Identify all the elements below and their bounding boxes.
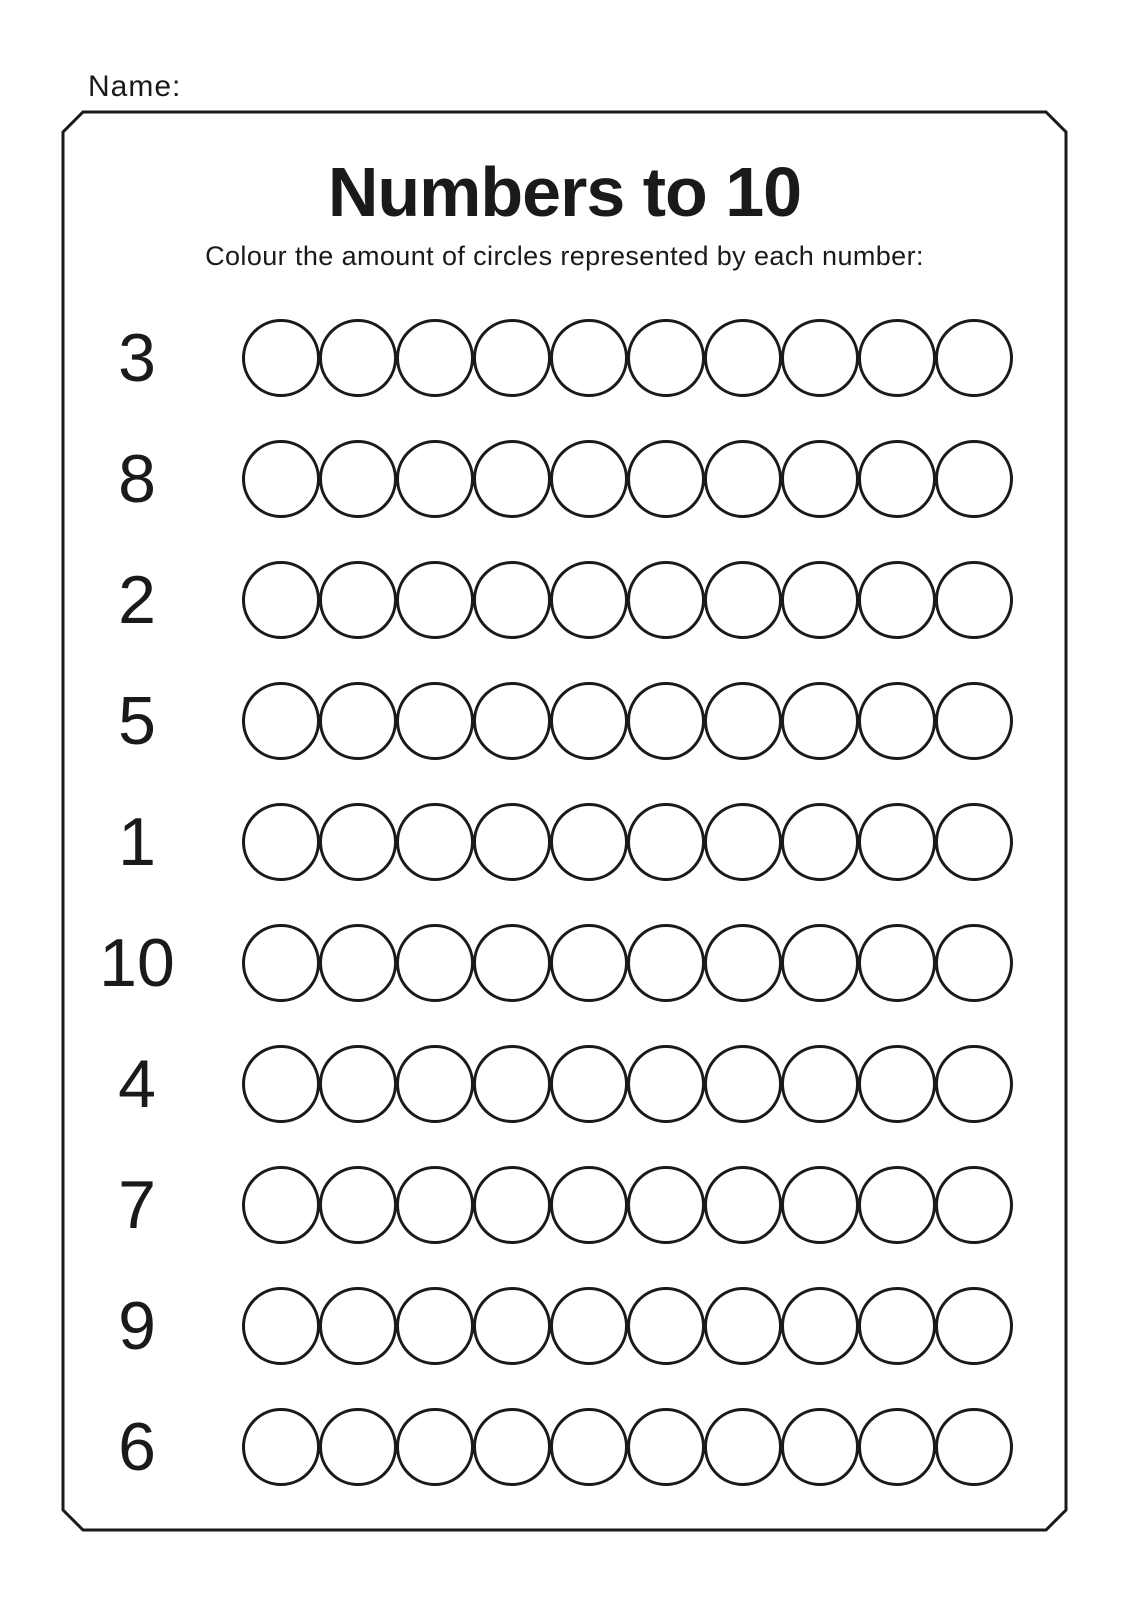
colour-circle [704,924,782,1002]
colour-circle [319,682,397,760]
colour-circle [319,1045,397,1123]
colour-circle [550,319,628,397]
colour-circle [935,1408,1013,1486]
number-row [0,1144,1131,1265]
colour-circle [473,924,551,1002]
colour-circle [550,440,628,518]
row-number: 6 [118,1408,156,1485]
number-row [0,539,1131,660]
colour-circle [473,1166,551,1244]
number-row [0,660,1131,781]
colour-circle [319,924,397,1002]
colour-circle [242,803,320,881]
colour-circle [704,440,782,518]
circle-row [242,803,1013,881]
colour-circle [396,924,474,1002]
colour-circle [473,561,551,639]
colour-circle [781,440,859,518]
colour-circle [550,803,628,881]
colour-circle [858,319,936,397]
row-number: 5 [118,682,156,759]
colour-circle [550,561,628,639]
colour-circle [242,924,320,1002]
colour-circle [627,924,705,1002]
colour-circle [704,1166,782,1244]
colour-circle [473,319,551,397]
colour-circle [473,1408,551,1486]
colour-circle [473,1045,551,1123]
colour-circle [627,561,705,639]
colour-circle [396,1287,474,1365]
colour-circle [781,561,859,639]
circle-row [242,1166,1013,1244]
colour-circle [704,682,782,760]
colour-circle [858,561,936,639]
circle-row [242,1045,1013,1123]
colour-circle [627,319,705,397]
circle-row [242,1408,1013,1486]
row-number: 8 [118,440,156,517]
colour-circle [781,1166,859,1244]
colour-circle [396,440,474,518]
colour-circle [473,440,551,518]
number-row [0,418,1131,539]
colour-circle [396,1166,474,1244]
colour-circle [935,1045,1013,1123]
colour-circle [319,1287,397,1365]
row-number: 7 [118,1166,156,1243]
colour-circle [781,319,859,397]
colour-circle [396,803,474,881]
colour-circle [627,1045,705,1123]
colour-circle [242,1408,320,1486]
colour-circle [627,1408,705,1486]
row-number: 1 [118,803,156,880]
colour-circle [781,682,859,760]
colour-circle [935,561,1013,639]
colour-circle [550,1045,628,1123]
colour-circle [319,319,397,397]
colour-circle [550,924,628,1002]
instruction-text: Colour the amount of circles represented by each number: [205,241,924,271]
colour-circle [858,682,936,760]
rows [0,297,1131,1507]
colour-circle [935,1166,1013,1244]
colour-circle [627,440,705,518]
colour-circle [704,803,782,881]
colour-circle [319,1408,397,1486]
colour-circle [550,1408,628,1486]
colour-circle [858,1166,936,1244]
colour-circle [242,1045,320,1123]
colour-circle [935,319,1013,397]
colour-circle [704,561,782,639]
colour-circle [935,803,1013,881]
circle-row [242,682,1013,760]
colour-circle [242,1287,320,1365]
colour-circle [858,1408,936,1486]
colour-circle [781,803,859,881]
colour-circle [781,1045,859,1123]
colour-circle [704,1287,782,1365]
number-row [0,902,1131,1023]
colour-circle [704,319,782,397]
colour-circle [781,1408,859,1486]
colour-circle [781,924,859,1002]
colour-circle [396,682,474,760]
colour-circle [858,1287,936,1365]
colour-circle [396,1408,474,1486]
colour-circle [550,1287,628,1365]
circle-row [242,924,1013,1002]
colour-circle [935,1287,1013,1365]
colour-circle [473,803,551,881]
colour-circle [627,682,705,760]
colour-circle [781,1287,859,1365]
colour-circle [242,1166,320,1244]
row-number: 3 [118,319,156,396]
page-title: Numbers to 10 [327,153,802,231]
colour-circle [396,1045,474,1123]
colour-circle [319,1166,397,1244]
colour-circle [935,440,1013,518]
colour-circle [704,1408,782,1486]
circle-row [242,319,1013,397]
colour-circle [935,924,1013,1002]
colour-circle [858,924,936,1002]
colour-circle [242,440,320,518]
colour-circle [858,1045,936,1123]
colour-circle [319,803,397,881]
colour-circle [473,1287,551,1365]
circle-row [242,1287,1013,1365]
colour-circle [627,1166,705,1244]
number-row [0,1023,1131,1144]
row-number: 9 [118,1287,156,1364]
colour-circle [242,561,320,639]
colour-circle [858,440,936,518]
colour-circle [396,319,474,397]
colour-circle [704,1045,782,1123]
row-number: 4 [118,1045,156,1122]
colour-circle [396,561,474,639]
colour-circle [242,682,320,760]
row-number: 10 [99,924,175,1001]
colour-circle [319,561,397,639]
colour-circle [935,682,1013,760]
circle-row [242,561,1013,639]
number-row [0,297,1131,418]
number-row [0,1386,1131,1507]
colour-circle [319,440,397,518]
colour-circle [550,1166,628,1244]
number-row [0,781,1131,902]
colour-circle [550,682,628,760]
colour-circle [858,803,936,881]
colour-circle [627,1287,705,1365]
circle-row [242,440,1013,518]
colour-circle [473,682,551,760]
colour-circle [627,803,705,881]
name-label: Name: [88,70,182,103]
colour-circle [242,319,320,397]
row-number: 2 [118,561,156,638]
number-row [0,1265,1131,1386]
